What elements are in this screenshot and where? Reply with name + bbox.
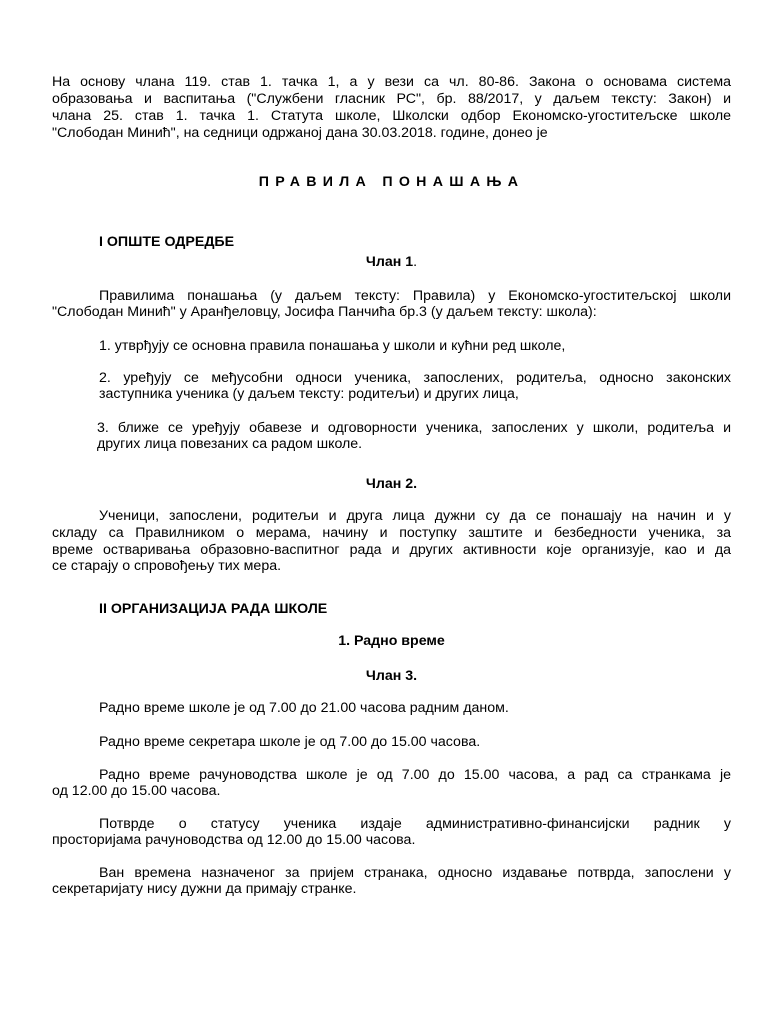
- outside-hours-line-1: Ван времена назначеног за пријем странака, односно издавање потврда, запослени у: [99, 865, 731, 881]
- article-2-para-line-1: Ученици, запослени, родитељи и друга лица дужни су да се понашају на начин и у: [99, 508, 731, 524]
- working-hours-accounting-line-1: Радно време рачуноводства школе је од 7.00 до 15.00 часова, а рад са странкама је: [99, 767, 731, 783]
- list-item-1: 1. утврђују се основна правила понашања у школи и кућни ред школе,: [99, 338, 566, 354]
- status-certificates-line-1: Потврде о статусу ученика издаје административно-финансијски радник у: [99, 816, 731, 832]
- working-hours-secretary: Радно време секретара школе је од 7.00 до 15.00 часова.: [99, 734, 481, 750]
- working-hours-school: Радно време школе је од 7.00 до 21.00 часова радним даном.: [99, 700, 509, 716]
- section-heading-school-organization: II ОРГАНИЗАЦИЈА РАДА ШКОЛЕ: [99, 601, 328, 617]
- article-2-para-line-3: време остваривања образовно-васпитног рада и других активности које организује, као и да: [52, 542, 731, 558]
- document-title: ПРАВИЛА ПОНАШАЊА: [258, 174, 525, 190]
- article-1-heading: [52, 254, 731, 271]
- status-certificates-line-2: просторијама рачуноводства од 12.00 до 15.00 часова.: [52, 832, 416, 848]
- outside-hours-line-2: секретаријату нису дужни да примају странке.: [52, 881, 357, 897]
- list-item-3-line-2: других лица повезаних са радом школе.: [97, 436, 363, 452]
- article-1-label: Члан 1: [365, 254, 414, 270]
- article-1-para-line-2: "Слободан Минић" у Аранђеловцу, Јосифа Панчића бр.3 (у даљем тексту: школа):: [52, 304, 597, 320]
- list-item-2-line-2: заступника ученика (у даљем тексту: родитељи) и других лица,: [99, 386, 519, 402]
- article-2-para-line-4: се старају о спровођењу тих мера.: [52, 558, 282, 574]
- intro-line-3: члана 25. став 1. тачка 1. Статута школе, Школски одбор Економско-угоститељске школе: [52, 108, 731, 124]
- intro-line-2: образовања и васпитања ("Службени гласник РС", бр. 88/2017, у даљем тексту: Закон) и: [52, 91, 731, 107]
- article-1-dot: .: [413, 254, 418, 270]
- intro-line-4: "Слободан Минић", на седници одржаној дана 30.03.2018. године, донео је: [52, 125, 548, 141]
- subheading-working-hours: 1. Радно време: [338, 633, 445, 649]
- list-item-3-line-1: 3. ближе се уређују обавезе и одговорности ученика, запослених у школи, родитеља и: [97, 420, 731, 436]
- article-2-para-line-2: складу са Правилником о мерама, начину и поступку заштите и безбедности ученика, за: [52, 525, 731, 541]
- article-3-heading: Члан 3.: [365, 668, 418, 684]
- working-hours-accounting-line-2: од 12.00 до 15.00 часова.: [52, 783, 221, 799]
- intro-line-1: На основу члана 119. став 1. тачка 1, а у вези са чл. 80-86. Закона о основама система: [52, 74, 731, 90]
- article-2-heading: Члан 2.: [365, 476, 418, 492]
- list-item-2-line-1: 2. уређују се међусобни односи ученика, запослених, родитеља, односно законских: [99, 370, 731, 386]
- article-1-para-line-1: Правилима понашања (у даљем тексту: Правила) у Економско-угоститељској школи: [99, 288, 731, 304]
- section-heading-general-provisions: I ОПШТЕ ОДРЕДБЕ: [99, 234, 235, 250]
